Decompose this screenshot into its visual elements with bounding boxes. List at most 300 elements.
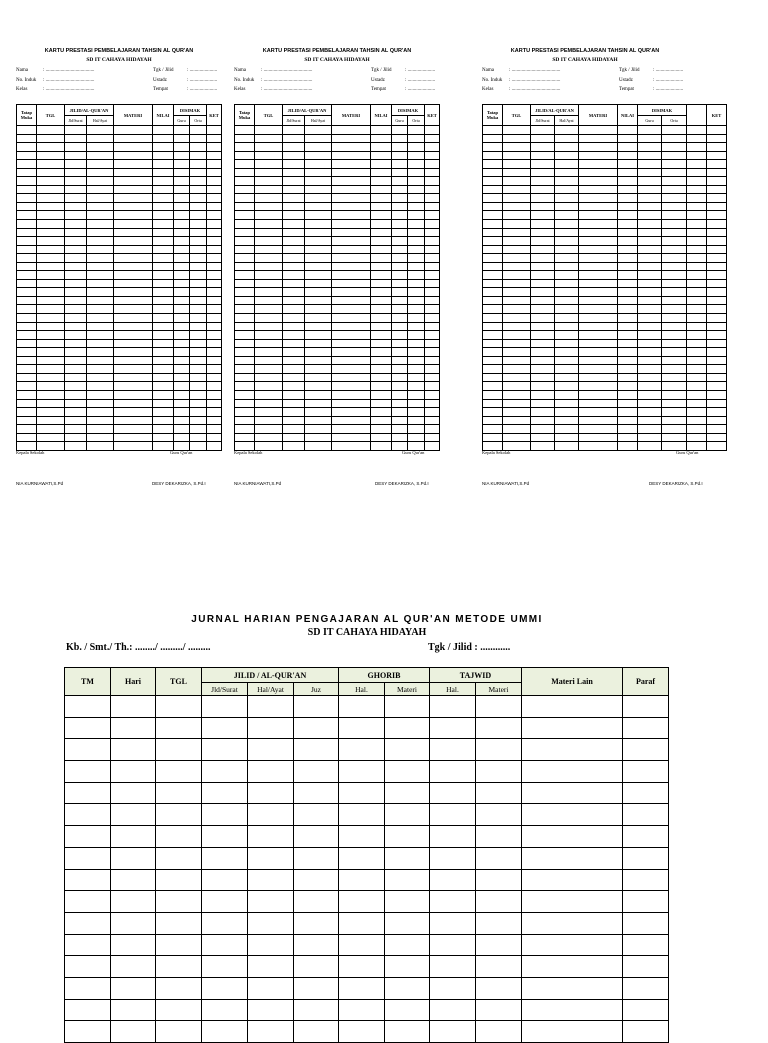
cell[interactable] (174, 185, 190, 194)
cell[interactable] (503, 382, 531, 391)
cell[interactable] (408, 399, 425, 408)
cell[interactable] (425, 134, 440, 143)
cell[interactable] (305, 185, 332, 194)
cell[interactable] (503, 126, 531, 135)
cell[interactable] (255, 160, 283, 169)
cell[interactable] (707, 168, 727, 177)
cell[interactable] (618, 134, 638, 143)
cell[interactable] (65, 237, 87, 246)
cell[interactable] (332, 254, 371, 263)
cell[interactable] (207, 408, 222, 417)
cell[interactable] (332, 194, 371, 203)
cell[interactable] (392, 271, 408, 280)
cell[interactable] (392, 168, 408, 177)
cell[interactable] (707, 356, 727, 365)
cell[interactable] (618, 160, 638, 169)
cell[interactable] (332, 271, 371, 280)
cell[interactable] (190, 228, 207, 237)
cell[interactable] (392, 151, 408, 160)
cell[interactable] (248, 869, 294, 891)
cell[interactable] (17, 160, 37, 169)
cell[interactable] (65, 425, 87, 434)
cell[interactable] (618, 185, 638, 194)
cell[interactable] (283, 339, 305, 348)
cell[interactable] (17, 314, 37, 323)
cell[interactable] (339, 934, 385, 956)
cell[interactable] (707, 202, 727, 211)
cell[interactable] (707, 151, 727, 160)
cell[interactable] (392, 126, 408, 135)
cell[interactable] (207, 134, 222, 143)
cell[interactable] (618, 390, 638, 399)
cell[interactable] (65, 348, 87, 357)
cell[interactable] (707, 279, 727, 288)
cell[interactable] (618, 296, 638, 305)
cell[interactable] (37, 228, 65, 237)
cell[interactable] (332, 305, 371, 314)
cell[interactable] (305, 134, 332, 143)
cell[interactable] (190, 202, 207, 211)
cell[interactable] (202, 847, 248, 869)
cell[interactable] (408, 185, 425, 194)
cell[interactable] (332, 202, 371, 211)
cell[interactable] (235, 237, 255, 246)
cell[interactable] (555, 356, 579, 365)
cell[interactable] (425, 408, 440, 417)
cell[interactable] (555, 202, 579, 211)
cell[interactable] (555, 228, 579, 237)
cell[interactable] (255, 211, 283, 220)
cell[interactable] (385, 1021, 430, 1043)
cell[interactable] (87, 237, 114, 246)
cell[interactable] (371, 382, 392, 391)
cell[interactable] (408, 288, 425, 297)
cell[interactable] (618, 331, 638, 340)
cell[interactable] (17, 416, 37, 425)
cell[interactable] (687, 143, 707, 152)
field-value[interactable]: : ....................................... (43, 68, 95, 73)
cell[interactable] (283, 143, 305, 152)
cell[interactable] (190, 399, 207, 408)
cell[interactable] (339, 782, 385, 804)
cell[interactable] (207, 194, 222, 203)
cell[interactable] (174, 211, 190, 220)
cell[interactable] (638, 228, 662, 237)
cell[interactable] (190, 254, 207, 263)
cell[interactable] (483, 314, 503, 323)
cell[interactable] (476, 804, 522, 826)
cell[interactable] (65, 228, 87, 237)
cell[interactable] (392, 365, 408, 374)
cell[interactable] (153, 168, 174, 177)
cell[interactable] (638, 390, 662, 399)
cell[interactable] (503, 416, 531, 425)
cell[interactable] (235, 296, 255, 305)
cell[interactable] (555, 211, 579, 220)
cell[interactable] (555, 416, 579, 425)
cell[interactable] (531, 220, 555, 229)
field-value[interactable]: : ....................................... (43, 87, 95, 92)
cell[interactable] (618, 245, 638, 254)
cell[interactable] (114, 373, 153, 382)
cell[interactable] (17, 408, 37, 417)
cell[interactable] (111, 956, 156, 978)
cell[interactable] (294, 739, 339, 761)
cell[interactable] (638, 220, 662, 229)
cell[interactable] (235, 211, 255, 220)
cell[interactable] (408, 194, 425, 203)
cell[interactable] (662, 254, 687, 263)
cell[interactable] (408, 228, 425, 237)
cell[interactable] (17, 237, 37, 246)
cell[interactable] (638, 151, 662, 160)
cell[interactable] (503, 151, 531, 160)
cell[interactable] (371, 433, 392, 442)
cell[interactable] (579, 314, 618, 323)
cell[interactable] (392, 194, 408, 203)
cell[interactable] (174, 143, 190, 152)
cell[interactable] (283, 433, 305, 442)
cell[interactable] (305, 416, 332, 425)
cell[interactable] (579, 160, 618, 169)
cell[interactable] (371, 245, 392, 254)
cell[interactable] (114, 433, 153, 442)
cell[interactable] (662, 348, 687, 357)
cell[interactable] (65, 271, 87, 280)
field-value[interactable]: : ....................................... (43, 77, 95, 83)
cell[interactable] (190, 279, 207, 288)
cell[interactable] (190, 408, 207, 417)
cell[interactable] (87, 160, 114, 169)
cell[interactable] (17, 151, 37, 160)
cell[interactable] (305, 288, 332, 297)
cell[interactable] (294, 1021, 339, 1043)
cell[interactable] (503, 288, 531, 297)
cell[interactable] (190, 373, 207, 382)
cell[interactable] (65, 761, 111, 783)
cell[interactable] (579, 382, 618, 391)
cell[interactable] (408, 348, 425, 357)
cell[interactable] (618, 126, 638, 135)
cell[interactable] (235, 365, 255, 374)
cell[interactable] (65, 912, 111, 934)
cell[interactable] (65, 696, 111, 718)
cell[interactable] (430, 1021, 476, 1043)
cell[interactable] (332, 322, 371, 331)
cell[interactable] (305, 254, 332, 263)
cell[interactable] (153, 322, 174, 331)
cell[interactable] (531, 416, 555, 425)
cell[interactable] (707, 382, 727, 391)
cell[interactable] (65, 1021, 111, 1043)
cell[interactable] (687, 348, 707, 357)
cell[interactable] (555, 134, 579, 143)
cell[interactable] (392, 331, 408, 340)
cell[interactable] (190, 365, 207, 374)
cell[interactable] (662, 382, 687, 391)
cell[interactable] (476, 956, 522, 978)
cell[interactable] (503, 262, 531, 271)
cell[interactable] (476, 891, 522, 913)
cell[interactable] (425, 151, 440, 160)
cell[interactable] (87, 339, 114, 348)
cell[interactable] (65, 433, 87, 442)
cell[interactable] (371, 271, 392, 280)
cell[interactable] (430, 891, 476, 913)
cell[interactable] (283, 314, 305, 323)
cell[interactable] (283, 348, 305, 357)
cell[interactable] (17, 331, 37, 340)
cell[interactable] (707, 211, 727, 220)
cell[interactable] (255, 416, 283, 425)
cell[interactable] (37, 237, 65, 246)
cell[interactable] (555, 185, 579, 194)
cell[interactable] (17, 288, 37, 297)
cell[interactable] (332, 339, 371, 348)
cell[interactable] (305, 399, 332, 408)
cell[interactable] (283, 322, 305, 331)
cell[interactable] (385, 869, 430, 891)
cell[interactable] (662, 322, 687, 331)
cell[interactable] (87, 314, 114, 323)
cell[interactable] (522, 782, 623, 804)
cell[interactable] (332, 262, 371, 271)
cell[interactable] (255, 399, 283, 408)
cell[interactable] (503, 220, 531, 229)
cell[interactable] (153, 134, 174, 143)
cell[interactable] (114, 408, 153, 417)
cell[interactable] (425, 177, 440, 186)
cell[interactable] (662, 305, 687, 314)
cell[interactable] (555, 194, 579, 203)
cell[interactable] (207, 296, 222, 305)
cell[interactable] (87, 399, 114, 408)
cell[interactable] (392, 237, 408, 246)
cell[interactable] (623, 782, 669, 804)
cell[interactable] (332, 211, 371, 220)
cell[interactable] (174, 168, 190, 177)
cell[interactable] (65, 339, 87, 348)
cell[interactable] (65, 211, 87, 220)
cell[interactable] (425, 296, 440, 305)
cell[interactable] (425, 279, 440, 288)
cell[interactable] (707, 254, 727, 263)
cell[interactable] (371, 211, 392, 220)
cell[interactable] (283, 356, 305, 365)
cell[interactable] (65, 382, 87, 391)
cell[interactable] (153, 202, 174, 211)
cell[interactable] (430, 717, 476, 739)
cell[interactable] (65, 782, 111, 804)
cell[interactable] (687, 211, 707, 220)
cell[interactable] (305, 382, 332, 391)
cell[interactable] (332, 134, 371, 143)
cell[interactable] (37, 390, 65, 399)
cell[interactable] (618, 211, 638, 220)
cell[interactable] (339, 891, 385, 913)
cell[interactable] (87, 356, 114, 365)
cell[interactable] (111, 1021, 156, 1043)
cell[interactable] (202, 717, 248, 739)
cell[interactable] (283, 373, 305, 382)
cell[interactable] (111, 739, 156, 761)
cell[interactable] (65, 288, 87, 297)
cell[interactable] (235, 305, 255, 314)
cell[interactable] (371, 254, 392, 263)
cell[interactable] (294, 999, 339, 1021)
cell[interactable] (623, 847, 669, 869)
cell[interactable] (111, 847, 156, 869)
cell[interactable] (190, 151, 207, 160)
cell[interactable] (425, 433, 440, 442)
cell[interactable] (392, 288, 408, 297)
cell[interactable] (425, 399, 440, 408)
cell[interactable] (408, 177, 425, 186)
cell[interactable] (638, 322, 662, 331)
cell[interactable] (662, 442, 687, 451)
cell[interactable] (638, 296, 662, 305)
cell[interactable] (207, 288, 222, 297)
cell[interactable] (87, 177, 114, 186)
cell[interactable] (662, 220, 687, 229)
cell[interactable] (255, 194, 283, 203)
cell[interactable] (37, 126, 65, 135)
cell[interactable] (392, 202, 408, 211)
cell[interactable] (531, 134, 555, 143)
cell[interactable] (531, 288, 555, 297)
cell[interactable] (283, 194, 305, 203)
cell[interactable] (339, 912, 385, 934)
cell[interactable] (476, 761, 522, 783)
cell[interactable] (392, 160, 408, 169)
cell[interactable] (153, 408, 174, 417)
cell[interactable] (37, 356, 65, 365)
cell[interactable] (305, 177, 332, 186)
cell[interactable] (408, 211, 425, 220)
cell[interactable] (283, 408, 305, 417)
cell[interactable] (111, 804, 156, 826)
cell[interactable] (332, 228, 371, 237)
cell[interactable] (623, 761, 669, 783)
cell[interactable] (207, 425, 222, 434)
cell[interactable] (687, 194, 707, 203)
cell[interactable] (87, 382, 114, 391)
cell[interactable] (153, 399, 174, 408)
cell[interactable] (408, 296, 425, 305)
cell[interactable] (638, 288, 662, 297)
cell[interactable] (65, 717, 111, 739)
cell[interactable] (339, 1021, 385, 1043)
cell[interactable] (522, 717, 623, 739)
cell[interactable] (248, 934, 294, 956)
cell[interactable] (430, 934, 476, 956)
cell[interactable] (371, 228, 392, 237)
cell[interactable] (294, 912, 339, 934)
cell[interactable] (408, 262, 425, 271)
cell[interactable] (37, 382, 65, 391)
cell[interactable] (87, 220, 114, 229)
cell[interactable] (65, 331, 87, 340)
cell[interactable] (430, 826, 476, 848)
cell[interactable] (190, 211, 207, 220)
cell[interactable] (156, 761, 202, 783)
cell[interactable] (385, 782, 430, 804)
cell[interactable] (190, 271, 207, 280)
cell[interactable] (114, 254, 153, 263)
cell[interactable] (87, 185, 114, 194)
cell[interactable] (202, 1021, 248, 1043)
cell[interactable] (190, 382, 207, 391)
cell[interactable] (555, 425, 579, 434)
cell[interactable] (283, 382, 305, 391)
cell[interactable] (392, 134, 408, 143)
cell[interactable] (111, 999, 156, 1021)
cell[interactable] (503, 425, 531, 434)
cell[interactable] (87, 254, 114, 263)
cell[interactable] (207, 254, 222, 263)
cell[interactable] (114, 185, 153, 194)
cell[interactable] (65, 373, 87, 382)
cell[interactable] (638, 348, 662, 357)
cell[interactable] (662, 211, 687, 220)
cell[interactable] (283, 134, 305, 143)
cell[interactable] (37, 339, 65, 348)
cell[interactable] (305, 433, 332, 442)
cell[interactable] (623, 696, 669, 718)
field-value[interactable]: : ....................................... (261, 77, 313, 83)
cell[interactable] (114, 348, 153, 357)
cell[interactable] (17, 322, 37, 331)
cell[interactable] (483, 296, 503, 305)
cell[interactable] (392, 279, 408, 288)
cell[interactable] (371, 305, 392, 314)
cell[interactable] (156, 1021, 202, 1043)
cell[interactable] (17, 168, 37, 177)
cell[interactable] (65, 134, 87, 143)
cell[interactable] (408, 237, 425, 246)
cell[interactable] (662, 237, 687, 246)
cell[interactable] (408, 425, 425, 434)
cell[interactable] (283, 177, 305, 186)
cell[interactable] (255, 356, 283, 365)
cell[interactable] (385, 717, 430, 739)
cell[interactable] (207, 228, 222, 237)
cell[interactable] (114, 390, 153, 399)
cell[interactable] (305, 356, 332, 365)
cell[interactable] (207, 211, 222, 220)
field-value[interactable]: : ....................................... (261, 87, 313, 92)
cell[interactable] (531, 322, 555, 331)
cell[interactable] (579, 237, 618, 246)
cell[interactable] (17, 220, 37, 229)
cell[interactable] (371, 442, 392, 451)
cell[interactable] (156, 956, 202, 978)
cell[interactable] (579, 399, 618, 408)
cell[interactable] (207, 399, 222, 408)
cell[interactable] (207, 271, 222, 280)
cell[interactable] (235, 220, 255, 229)
cell[interactable] (65, 977, 111, 999)
cell[interactable] (531, 348, 555, 357)
cell[interactable] (235, 262, 255, 271)
cell[interactable] (283, 262, 305, 271)
cell[interactable] (408, 151, 425, 160)
cell[interactable] (174, 314, 190, 323)
cell[interactable] (153, 151, 174, 160)
cell[interactable] (111, 934, 156, 956)
cell[interactable] (207, 390, 222, 399)
cell[interactable] (332, 279, 371, 288)
